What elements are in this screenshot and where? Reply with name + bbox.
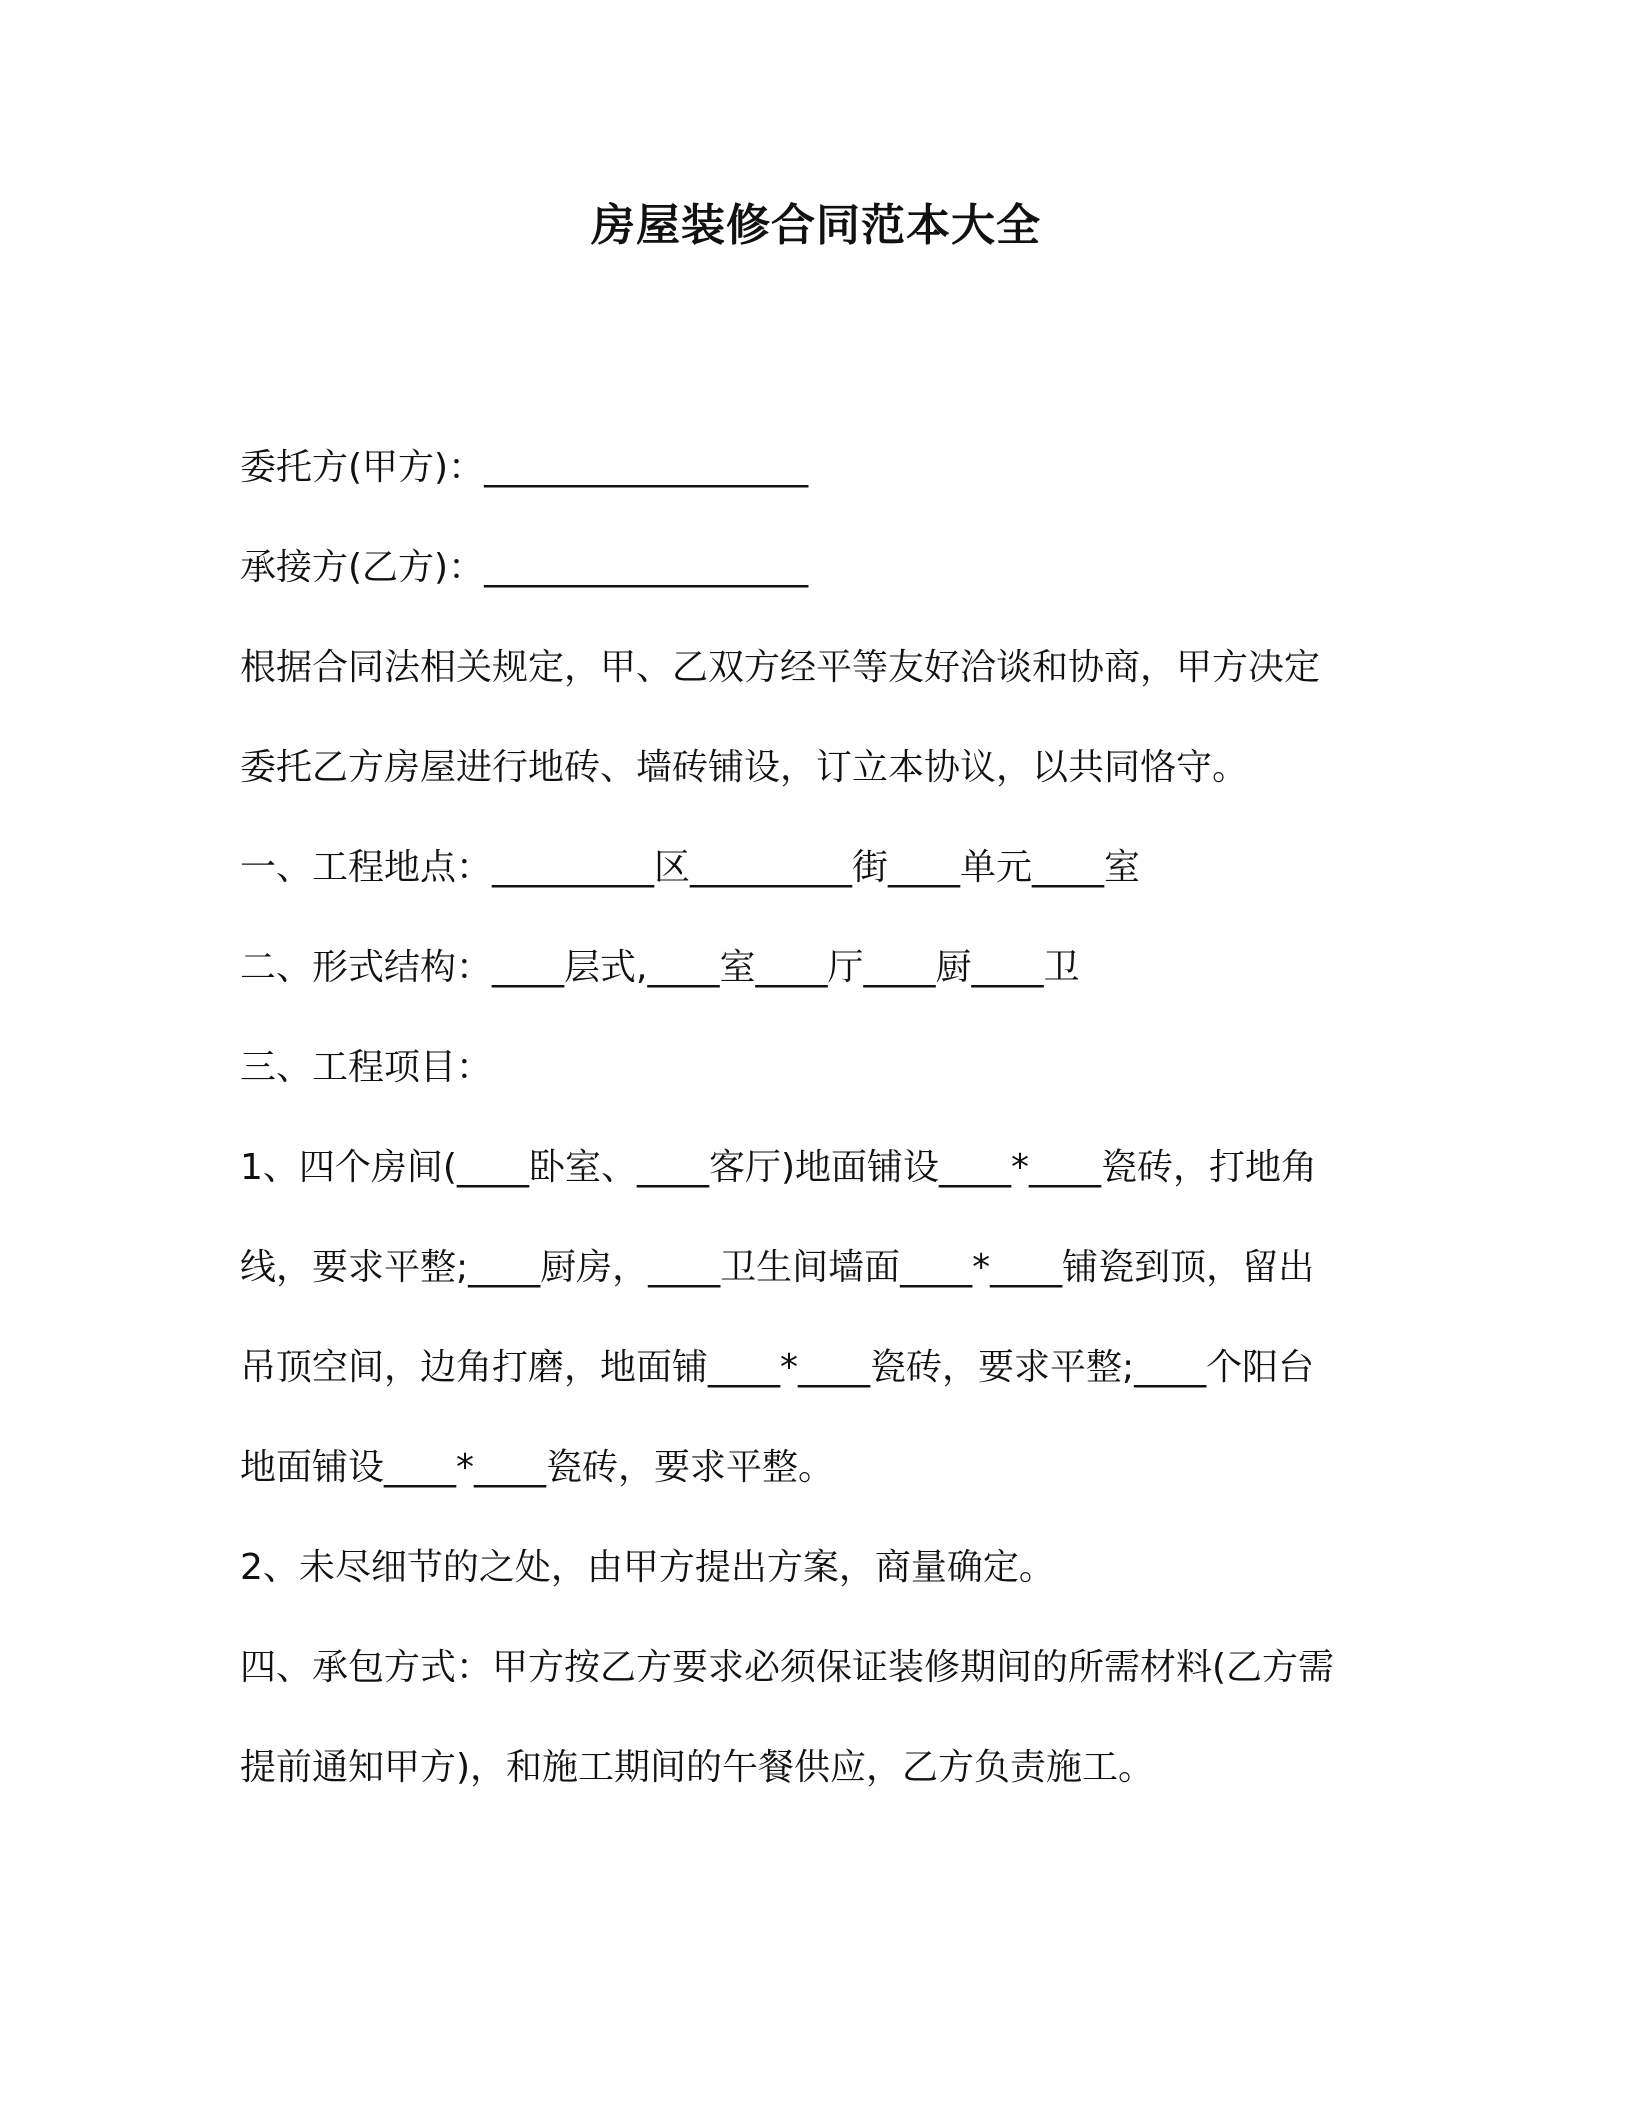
project-item-line: 线，要求平整;____厨房，____卫生间墙面____*____铺瓷到顶，留出 [240, 1247, 1315, 1288]
project-item-line: 吊顶空间，边角打磨，地面铺____*____瓷砖，要求平整;____个阳台 [240, 1347, 1315, 1388]
section-project-heading: 三、工程项目： [240, 1047, 493, 1088]
project-item-line: 2、未尽细节的之处，由甲方提出方案，商量确定。 [240, 1547, 1055, 1588]
client-party-line: 委托方(甲方)：__________________ [240, 447, 809, 488]
contractor-party-line: 承接方(乙方)：__________________ [240, 547, 809, 588]
section-contract-method: 提前通知甲方)，和施工期间的午餐供应，乙方负责施工。 [240, 1747, 1155, 1788]
section-contract-method: 四、承包方式：甲方按乙方要求必须保证装修期间的所需材料(乙方需 [240, 1647, 1335, 1688]
section-structure: 二、形式结构：____层式,____室____厅____厨____卫 [240, 947, 1080, 988]
section-location: 一、工程地点：_________区_________街____单元____室 [240, 847, 1141, 888]
project-item-line: 地面铺设____*____瓷砖，要求平整。 [240, 1447, 835, 1488]
document-title: 房屋装修合同范本大全 [591, 200, 1041, 251]
document-body [240, 418, 1410, 1818]
preamble-line: 根据合同法相关规定，甲、乙双方经平等友好洽谈和协商，甲方决定 [240, 647, 1321, 688]
project-item-line: 1、四个房间(____卧室、____客厅)地面铺设____*____瓷砖，打地角 [240, 1147, 1317, 1188]
preamble-line: 委托乙方房屋进行地砖、墙砖铺设，订立本协议，以共同恪守。 [240, 747, 1249, 788]
